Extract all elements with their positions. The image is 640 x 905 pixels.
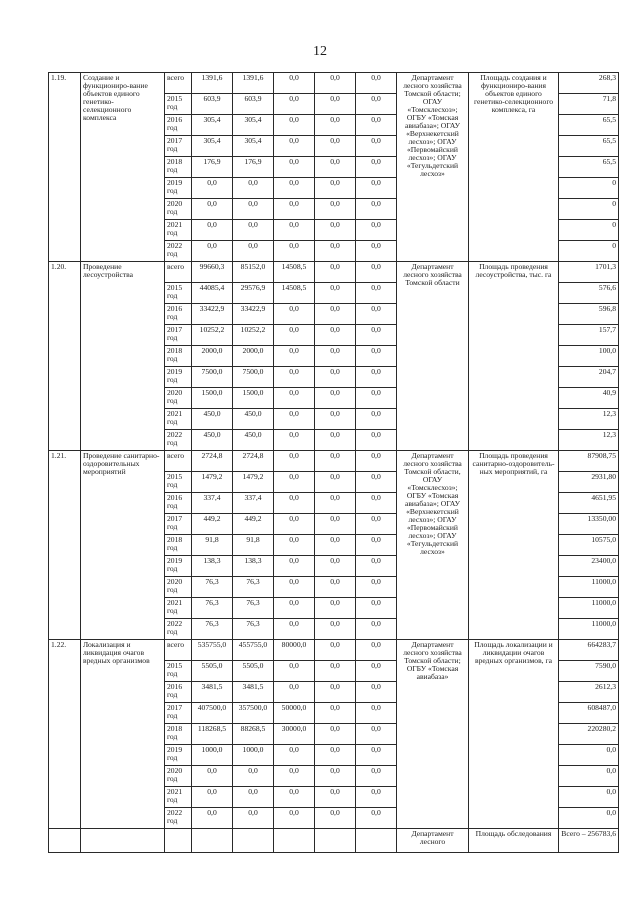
indicator-cell: Площадь обследования — [469, 829, 559, 853]
year-cell: 2020 год — [165, 766, 192, 787]
year-cell: 2021 год — [165, 220, 192, 241]
value-cell: 0,0 — [315, 451, 356, 472]
value-cell: 0,0 — [315, 304, 356, 325]
value-cell: 0,0 — [315, 199, 356, 220]
target-cell: 220280,2 — [559, 724, 619, 745]
value-cell: 0,0 — [192, 178, 233, 199]
value-cell: 0,0 — [356, 745, 397, 766]
value-cell: 14508,5 — [274, 262, 315, 283]
value-cell: 76,3 — [192, 619, 233, 640]
value-cell: 0,0 — [274, 661, 315, 682]
year-cell: 2019 год — [165, 556, 192, 577]
year-cell: 2018 год — [165, 346, 192, 367]
value-cell: 1479,2 — [233, 472, 274, 493]
item-name: Проведение санитарно-оздоровительных мероприятий — [81, 451, 165, 640]
value-cell: 30000,0 — [274, 724, 315, 745]
item-name: Локализация и ликвидация очагов вредных организмов — [81, 640, 165, 829]
value-cell: 0,0 — [315, 115, 356, 136]
value-cell: 0,0 — [315, 283, 356, 304]
empty-cell — [356, 829, 397, 853]
year-cell: 2017 год — [165, 514, 192, 535]
value-cell: 0,0 — [274, 535, 315, 556]
value-cell: 0,0 — [356, 703, 397, 724]
value-cell: 0,0 — [356, 451, 397, 472]
value-cell: 0,0 — [356, 514, 397, 535]
program-table — [48, 72, 619, 853]
target-cell: 11000,0 — [559, 619, 619, 640]
year-cell: 2021 год — [165, 598, 192, 619]
department-cell: Департамент лесного хозяйства Томской области; ОГАУ «Томсклесхоз»; ОГБУ «Томская авиабаза»; ОГАУ «Верхнекетский лесхоз»; ОГАУ «Первомайский лесхоз»; ОГАУ «Тегульдетский лесхоз» — [397, 73, 469, 262]
item-number: 1.19. — [49, 73, 81, 262]
value-cell: 0,0 — [274, 766, 315, 787]
department-cell: Департамент лесного хозяйства Томской области; ОГБУ «Томская авиабаза» — [397, 640, 469, 829]
year-cell: 2018 год — [165, 535, 192, 556]
year-cell: 2016 год — [165, 682, 192, 703]
target-cell: 100,0 — [559, 346, 619, 367]
value-cell: 0,0 — [274, 493, 315, 514]
value-cell: 0,0 — [356, 808, 397, 829]
department-cell: Департамент лесного хозяйства Томской области — [397, 262, 469, 451]
value-cell: 0,0 — [356, 178, 397, 199]
value-cell: 88268,5 — [233, 724, 274, 745]
value-cell: 0,0 — [274, 430, 315, 451]
item-name: Проведение лесоустройства — [81, 262, 165, 451]
target-cell: Всего – 256783,6 — [559, 829, 619, 853]
value-cell: 91,8 — [192, 535, 233, 556]
target-cell: 596,8 — [559, 304, 619, 325]
value-cell: 337,4 — [192, 493, 233, 514]
value-cell: 0,0 — [356, 535, 397, 556]
value-cell: 80000,0 — [274, 640, 315, 661]
target-cell: 65,5 — [559, 136, 619, 157]
value-cell: 0,0 — [315, 241, 356, 262]
value-cell: 50000,0 — [274, 703, 315, 724]
value-cell: 0,0 — [315, 430, 356, 451]
target-cell: 65,5 — [559, 115, 619, 136]
value-cell: 0,0 — [315, 661, 356, 682]
target-cell: 0 — [559, 241, 619, 262]
year-cell: 2019 год — [165, 745, 192, 766]
target-cell: 4651,95 — [559, 493, 619, 514]
indicator-cell: Площадь создания и функциониро-вания объектов единого генетико-селекционного комплекса, га — [469, 73, 559, 262]
empty-cell — [165, 829, 192, 853]
value-cell: 0,0 — [315, 577, 356, 598]
value-cell: 0,0 — [315, 388, 356, 409]
value-cell: 0,0 — [315, 682, 356, 703]
value-cell: 0,0 — [315, 367, 356, 388]
target-cell: 0,0 — [559, 808, 619, 829]
value-cell: 0,0 — [233, 787, 274, 808]
value-cell: 0,0 — [356, 262, 397, 283]
value-cell: 0,0 — [315, 535, 356, 556]
year-cell: 2019 год — [165, 178, 192, 199]
value-cell: 535755,0 — [192, 640, 233, 661]
value-cell: 450,0 — [192, 430, 233, 451]
value-cell: 0,0 — [315, 640, 356, 661]
target-cell: 40,9 — [559, 388, 619, 409]
target-cell: 576,6 — [559, 283, 619, 304]
value-cell: 0,0 — [274, 514, 315, 535]
empty-cell — [233, 829, 274, 853]
value-cell: 357500,0 — [233, 703, 274, 724]
value-cell: 0,0 — [192, 241, 233, 262]
value-cell: 0,0 — [356, 388, 397, 409]
value-cell: 0,0 — [315, 472, 356, 493]
target-cell: 12,3 — [559, 430, 619, 451]
value-cell: 0,0 — [356, 304, 397, 325]
year-cell: всего — [165, 73, 192, 94]
value-cell: 0,0 — [274, 367, 315, 388]
table-body — [49, 73, 619, 853]
value-cell: 450,0 — [233, 409, 274, 430]
value-cell: 2000,0 — [192, 346, 233, 367]
target-cell: 0,0 — [559, 745, 619, 766]
value-cell: 3481,5 — [233, 682, 274, 703]
empty-cell — [49, 829, 81, 853]
value-cell: 0,0 — [274, 556, 315, 577]
value-cell: 29576,9 — [233, 283, 274, 304]
year-cell: 2017 год — [165, 325, 192, 346]
value-cell: 0,0 — [192, 808, 233, 829]
year-cell: 2021 год — [165, 409, 192, 430]
target-cell: 664283,7 — [559, 640, 619, 661]
value-cell: 0,0 — [274, 787, 315, 808]
table-row — [49, 451, 619, 472]
value-cell: 10252,2 — [192, 325, 233, 346]
year-cell: 2015 год — [165, 661, 192, 682]
value-cell: 0,0 — [315, 94, 356, 115]
value-cell: 0,0 — [274, 199, 315, 220]
year-cell: 2020 год — [165, 577, 192, 598]
value-cell: 0,0 — [356, 409, 397, 430]
department-cell: Департамент лесного хозяйства Томской области, ОГАУ «Томсклесхоз»; ОГБУ «Томская авиабаза»; ОГАУ «Верхнекетский лесхоз»; ОГАУ «Первомайский лесхоз»; ОГАУ «Тегульдетский лесхоз» — [397, 451, 469, 640]
value-cell: 0,0 — [315, 787, 356, 808]
target-cell: 65,5 — [559, 157, 619, 178]
value-cell: 0,0 — [274, 619, 315, 640]
value-cell: 5505,0 — [192, 661, 233, 682]
year-cell: 2021 год — [165, 787, 192, 808]
value-cell: 305,4 — [192, 115, 233, 136]
year-cell: 2022 год — [165, 430, 192, 451]
target-cell: 71,8 — [559, 94, 619, 115]
value-cell: 0,0 — [356, 220, 397, 241]
value-cell: 0,0 — [356, 346, 397, 367]
target-cell: 87908,75 — [559, 451, 619, 472]
value-cell: 0,0 — [315, 556, 356, 577]
year-cell: 2020 год — [165, 388, 192, 409]
page-number: 12 — [313, 44, 327, 59]
target-cell: 12,3 — [559, 409, 619, 430]
value-cell: 0,0 — [356, 598, 397, 619]
value-cell: 0,0 — [274, 157, 315, 178]
value-cell: 0,0 — [315, 619, 356, 640]
target-cell: 0 — [559, 178, 619, 199]
value-cell: 0,0 — [233, 808, 274, 829]
year-cell: всего — [165, 262, 192, 283]
value-cell: 0,0 — [192, 199, 233, 220]
value-cell: 0,0 — [315, 157, 356, 178]
value-cell: 0,0 — [356, 556, 397, 577]
year-cell: 2015 год — [165, 283, 192, 304]
value-cell: 0,0 — [274, 325, 315, 346]
value-cell: 0,0 — [274, 409, 315, 430]
year-cell: 2018 год — [165, 157, 192, 178]
value-cell: 0,0 — [315, 325, 356, 346]
value-cell: 0,0 — [315, 409, 356, 430]
value-cell: 0,0 — [274, 451, 315, 472]
target-cell: 2931,80 — [559, 472, 619, 493]
value-cell: 0,0 — [192, 220, 233, 241]
value-cell: 1500,0 — [233, 388, 274, 409]
value-cell: 0,0 — [274, 808, 315, 829]
value-cell: 0,0 — [356, 472, 397, 493]
value-cell: 0,0 — [274, 388, 315, 409]
value-cell: 0,0 — [315, 136, 356, 157]
indicator-cell: Площадь проведения лесоустройства, тыс. га — [469, 262, 559, 451]
value-cell: 0,0 — [274, 682, 315, 703]
value-cell: 0,0 — [356, 73, 397, 94]
year-cell: 2017 год — [165, 703, 192, 724]
value-cell: 0,0 — [192, 766, 233, 787]
value-cell: 0,0 — [315, 745, 356, 766]
year-cell: 2017 год — [165, 136, 192, 157]
value-cell: 0,0 — [192, 787, 233, 808]
year-cell: 2016 год — [165, 493, 192, 514]
value-cell: 1500,0 — [192, 388, 233, 409]
value-cell: 118268,5 — [192, 724, 233, 745]
value-cell: 1000,0 — [233, 745, 274, 766]
value-cell: 0,0 — [315, 724, 356, 745]
value-cell: 0,0 — [233, 199, 274, 220]
value-cell: 1479,2 — [192, 472, 233, 493]
value-cell: 0,0 — [356, 619, 397, 640]
value-cell: 0,0 — [356, 430, 397, 451]
value-cell: 33422,9 — [233, 304, 274, 325]
value-cell: 2000,0 — [233, 346, 274, 367]
value-cell: 0,0 — [356, 787, 397, 808]
value-cell: 337,4 — [233, 493, 274, 514]
value-cell: 0,0 — [315, 493, 356, 514]
target-cell: 2612,3 — [559, 682, 619, 703]
value-cell: 0,0 — [315, 262, 356, 283]
target-cell: 23400,0 — [559, 556, 619, 577]
value-cell: 1391,6 — [233, 73, 274, 94]
year-cell: 2016 год — [165, 304, 192, 325]
year-cell: 2015 год — [165, 472, 192, 493]
empty-cell — [192, 829, 233, 853]
value-cell: 7500,0 — [233, 367, 274, 388]
year-cell: 2016 год — [165, 115, 192, 136]
target-cell: 204,7 — [559, 367, 619, 388]
value-cell: 1391,6 — [192, 73, 233, 94]
indicator-cell: Площадь локализации и ликвидации очагов вредных организмов, га — [469, 640, 559, 829]
year-cell: 2022 год — [165, 619, 192, 640]
value-cell: 0,0 — [274, 136, 315, 157]
value-cell: 7500,0 — [192, 367, 233, 388]
value-cell: 0,0 — [274, 577, 315, 598]
value-cell: 33422,9 — [192, 304, 233, 325]
value-cell: 138,3 — [233, 556, 274, 577]
year-cell: 2018 год — [165, 724, 192, 745]
value-cell: 450,0 — [192, 409, 233, 430]
value-cell: 176,9 — [233, 157, 274, 178]
value-cell: 0,0 — [315, 808, 356, 829]
item-number: 1.20. — [49, 262, 81, 451]
value-cell: 0,0 — [233, 241, 274, 262]
value-cell: 176,9 — [192, 157, 233, 178]
value-cell: 76,3 — [233, 598, 274, 619]
value-cell: 76,3 — [233, 577, 274, 598]
department-cell: Департамент лесного — [397, 829, 469, 853]
value-cell: 0,0 — [356, 136, 397, 157]
value-cell: 407500,0 — [192, 703, 233, 724]
value-cell: 0,0 — [233, 766, 274, 787]
table-row — [49, 640, 619, 661]
value-cell: 305,4 — [192, 136, 233, 157]
value-cell: 0,0 — [233, 220, 274, 241]
value-cell: 2724,8 — [192, 451, 233, 472]
value-cell: 10252,2 — [233, 325, 274, 346]
value-cell: 0,0 — [356, 724, 397, 745]
value-cell: 0,0 — [274, 178, 315, 199]
target-cell: 268,3 — [559, 73, 619, 94]
value-cell: 0,0 — [274, 745, 315, 766]
target-cell: 0,0 — [559, 766, 619, 787]
year-cell: 2022 год — [165, 241, 192, 262]
value-cell: 0,0 — [356, 682, 397, 703]
target-cell: 10575,0 — [559, 535, 619, 556]
value-cell: 0,0 — [274, 73, 315, 94]
value-cell: 455755,0 — [233, 640, 274, 661]
target-cell: 11000,0 — [559, 598, 619, 619]
value-cell: 85152,0 — [233, 262, 274, 283]
target-cell: 7590,0 — [559, 661, 619, 682]
value-cell: 0,0 — [356, 661, 397, 682]
year-cell: 2020 год — [165, 199, 192, 220]
item-number: 1.21. — [49, 451, 81, 640]
indicator-cell: Площадь проведения санитарно-оздоровитель-ных мероприятий, га — [469, 451, 559, 640]
value-cell: 0,0 — [315, 178, 356, 199]
target-cell: 0 — [559, 199, 619, 220]
value-cell: 0,0 — [356, 157, 397, 178]
year-cell: 2022 год — [165, 808, 192, 829]
item-number: 1.22. — [49, 640, 81, 829]
value-cell: 14508,5 — [274, 283, 315, 304]
value-cell: 0,0 — [274, 346, 315, 367]
value-cell: 76,3 — [192, 577, 233, 598]
empty-cell — [274, 829, 315, 853]
value-cell: 0,0 — [274, 304, 315, 325]
empty-cell — [81, 829, 165, 853]
value-cell: 603,9 — [233, 94, 274, 115]
value-cell: 0,0 — [356, 766, 397, 787]
target-cell: 11000,0 — [559, 577, 619, 598]
value-cell: 0,0 — [356, 325, 397, 346]
empty-cell — [315, 829, 356, 853]
target-cell: 0 — [559, 220, 619, 241]
year-cell: 2019 год — [165, 367, 192, 388]
value-cell: 0,0 — [274, 220, 315, 241]
value-cell: 305,4 — [233, 115, 274, 136]
value-cell: 0,0 — [356, 577, 397, 598]
value-cell: 0,0 — [356, 283, 397, 304]
value-cell: 0,0 — [274, 472, 315, 493]
year-cell: 2015 год — [165, 94, 192, 115]
item-name: Создание и функциониро-вание объектов единого генетико-селекционного комплекса — [81, 73, 165, 262]
value-cell: 305,4 — [233, 136, 274, 157]
value-cell: 0,0 — [233, 178, 274, 199]
value-cell: 0,0 — [274, 115, 315, 136]
year-cell: всего — [165, 451, 192, 472]
value-cell: 1000,0 — [192, 745, 233, 766]
table-row — [49, 73, 619, 94]
value-cell: 0,0 — [356, 115, 397, 136]
value-cell: 3481,5 — [192, 682, 233, 703]
target-cell: 608487,0 — [559, 703, 619, 724]
value-cell: 0,0 — [315, 598, 356, 619]
value-cell: 0,0 — [356, 241, 397, 262]
value-cell: 0,0 — [274, 94, 315, 115]
value-cell: 0,0 — [356, 199, 397, 220]
value-cell: 0,0 — [356, 640, 397, 661]
value-cell: 449,2 — [192, 514, 233, 535]
value-cell: 0,0 — [274, 598, 315, 619]
target-cell: 0,0 — [559, 787, 619, 808]
table-row — [49, 262, 619, 283]
table-row — [49, 829, 619, 853]
value-cell: 603,9 — [192, 94, 233, 115]
value-cell: 91,8 — [233, 535, 274, 556]
value-cell: 0,0 — [274, 241, 315, 262]
target-cell: 157,7 — [559, 325, 619, 346]
year-cell: всего — [165, 640, 192, 661]
value-cell: 0,0 — [356, 493, 397, 514]
value-cell: 449,2 — [233, 514, 274, 535]
value-cell: 0,0 — [315, 73, 356, 94]
value-cell: 99660,3 — [192, 262, 233, 283]
value-cell: 138,3 — [192, 556, 233, 577]
target-cell: 13350,00 — [559, 514, 619, 535]
value-cell: 44085,4 — [192, 283, 233, 304]
value-cell: 450,0 — [233, 430, 274, 451]
value-cell: 5505,0 — [233, 661, 274, 682]
value-cell: 0,0 — [315, 220, 356, 241]
value-cell: 76,3 — [233, 619, 274, 640]
value-cell: 0,0 — [356, 367, 397, 388]
target-cell: 1701,3 — [559, 262, 619, 283]
value-cell: 0,0 — [356, 94, 397, 115]
value-cell: 0,0 — [315, 514, 356, 535]
value-cell: 76,3 — [192, 598, 233, 619]
value-cell: 0,0 — [315, 703, 356, 724]
value-cell: 2724,8 — [233, 451, 274, 472]
value-cell: 0,0 — [315, 766, 356, 787]
value-cell: 0,0 — [315, 346, 356, 367]
